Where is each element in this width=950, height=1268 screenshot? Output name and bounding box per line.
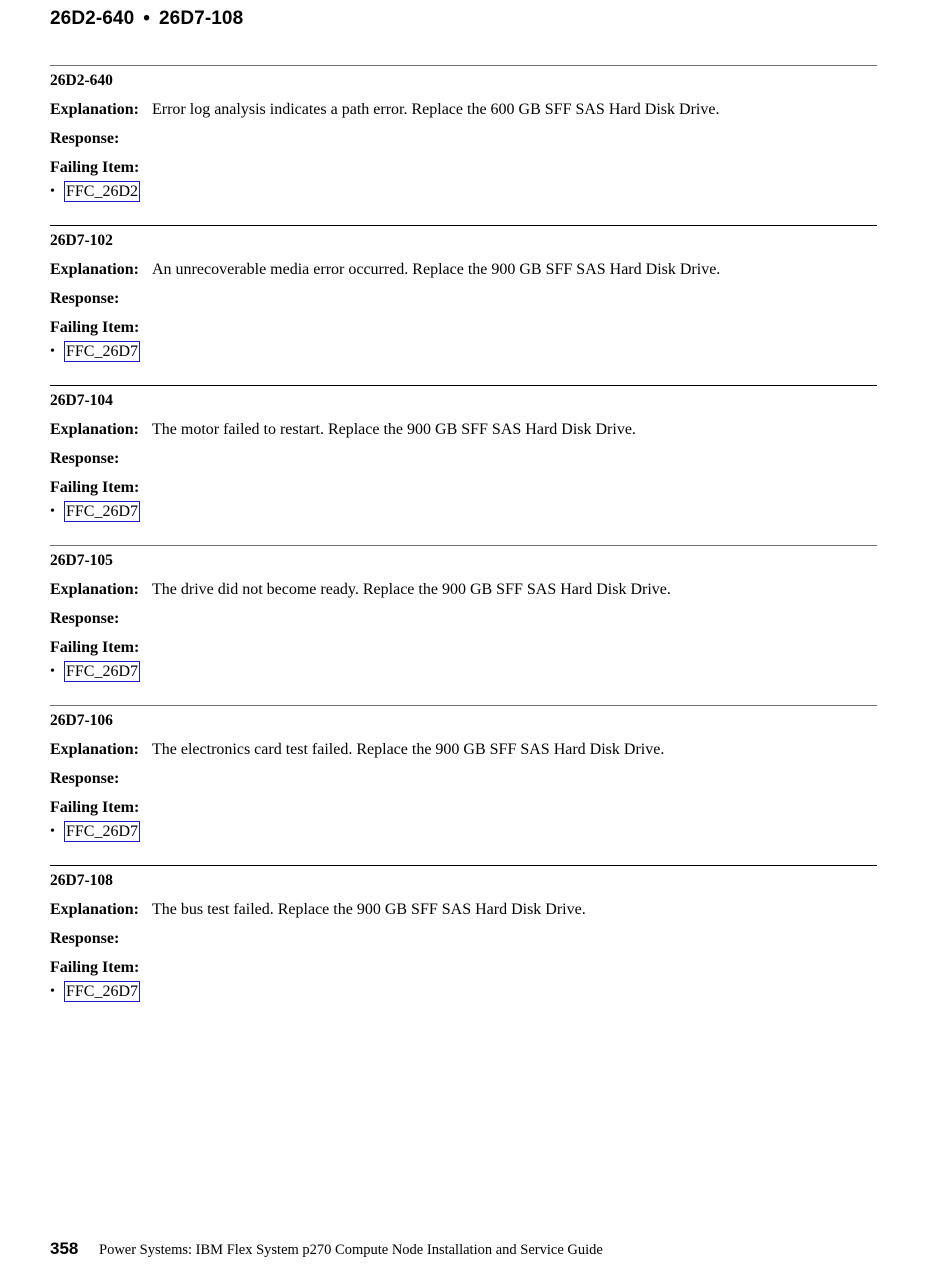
- explanation-row: [50, 421, 636, 439]
- error-entry: [50, 545, 877, 705]
- error-entry: [50, 865, 877, 1025]
- response-label: Response:: [50, 930, 120, 947]
- header-separator: •: [143, 8, 151, 29]
- explanation-text: The bus test failed. Replace the 900 GB SFF SAS Hard Disk Drive.: [152, 901, 586, 918]
- bullet: •: [50, 823, 55, 839]
- failing-item-link[interactable]: FFC_26D7: [66, 343, 139, 360]
- failing-item-label: Failing Item:: [50, 159, 140, 176]
- failing-item-list-item: [50, 341, 140, 362]
- failing-item-list-item: [50, 821, 140, 842]
- failing-item-list-item: [50, 501, 140, 522]
- page-footer: [50, 1239, 603, 1259]
- explanation-text: An unrecoverable media error occurred. Replace the 900 GB SFF SAS Hard Disk Drive.: [152, 261, 721, 278]
- bullet: •: [50, 343, 55, 359]
- explanation-row: [50, 741, 664, 759]
- explanation-text: The drive did not become ready. Replace the 900 GB SFF SAS Hard Disk Drive.: [152, 581, 671, 598]
- bullet: •: [50, 663, 55, 679]
- error-entry: [50, 705, 877, 865]
- bullet: •: [50, 503, 55, 519]
- header-first-code: 26D2-640: [50, 8, 135, 29]
- header-last-code: 26D7-108: [159, 8, 244, 29]
- failing-item-link[interactable]: FFC_26D7: [66, 663, 139, 680]
- explanation-row: [50, 901, 586, 919]
- bullet: •: [50, 983, 55, 999]
- explanation-row: [50, 581, 671, 599]
- explanation-text: The electronics card test failed. Replace the 900 GB SFF SAS Hard Disk Drive.: [152, 741, 665, 758]
- explanation-label: Explanation:: [50, 741, 139, 758]
- response-label: Response:: [50, 610, 120, 627]
- running-header: [50, 8, 243, 30]
- failing-item-label: Failing Item:: [50, 799, 140, 816]
- response-label: Response:: [50, 770, 120, 787]
- failing-item-label: Failing Item:: [50, 319, 140, 336]
- response-label: Response:: [50, 290, 120, 307]
- response-label: Response:: [50, 130, 120, 147]
- failing-item-label: Failing Item:: [50, 959, 140, 976]
- failing-item-link[interactable]: FFC_26D7: [66, 823, 139, 840]
- failing-item-label: Failing Item:: [50, 479, 140, 496]
- explanation-label: Explanation:: [50, 261, 139, 278]
- page-number: 358: [50, 1239, 79, 1258]
- failing-item-link[interactable]: FFC_26D7: [66, 983, 139, 1000]
- error-code: 26D7-108: [50, 872, 113, 889]
- explanation-row: [50, 261, 720, 279]
- error-entry: [50, 225, 877, 385]
- failing-item-link[interactable]: FFC_26D2: [66, 183, 139, 200]
- failing-item-link[interactable]: FFC_26D7: [66, 503, 139, 520]
- error-code: 26D2-640: [50, 72, 113, 89]
- explanation-text: Error log analysis indicates a path error. Replace the 600 GB SFF SAS Hard Disk Drive.: [152, 101, 720, 118]
- explanation-label: Explanation:: [50, 421, 139, 438]
- book-title: Power Systems: IBM Flex System p270 Compute Node Installation and Service Guide: [99, 1242, 603, 1258]
- explanation-label: Explanation:: [50, 581, 139, 598]
- failing-item-list-item: [50, 661, 140, 682]
- failing-item-list-item: [50, 981, 140, 1002]
- error-entry: [50, 65, 877, 225]
- failing-item-label: Failing Item:: [50, 639, 140, 656]
- error-code-list: [50, 65, 877, 1025]
- bullet: •: [50, 183, 55, 199]
- explanation-label: Explanation:: [50, 901, 139, 918]
- failing-item-list-item: [50, 181, 140, 202]
- error-code: 26D7-104: [50, 392, 113, 409]
- error-code: 26D7-105: [50, 552, 113, 569]
- error-code: 26D7-106: [50, 712, 113, 729]
- error-entry: [50, 385, 877, 545]
- explanation-text: The motor failed to restart. Replace the 900 GB SFF SAS Hard Disk Drive.: [152, 421, 636, 438]
- response-label: Response:: [50, 450, 120, 467]
- error-code: 26D7-102: [50, 232, 113, 249]
- explanation-label: Explanation:: [50, 101, 139, 118]
- explanation-row: [50, 101, 719, 119]
